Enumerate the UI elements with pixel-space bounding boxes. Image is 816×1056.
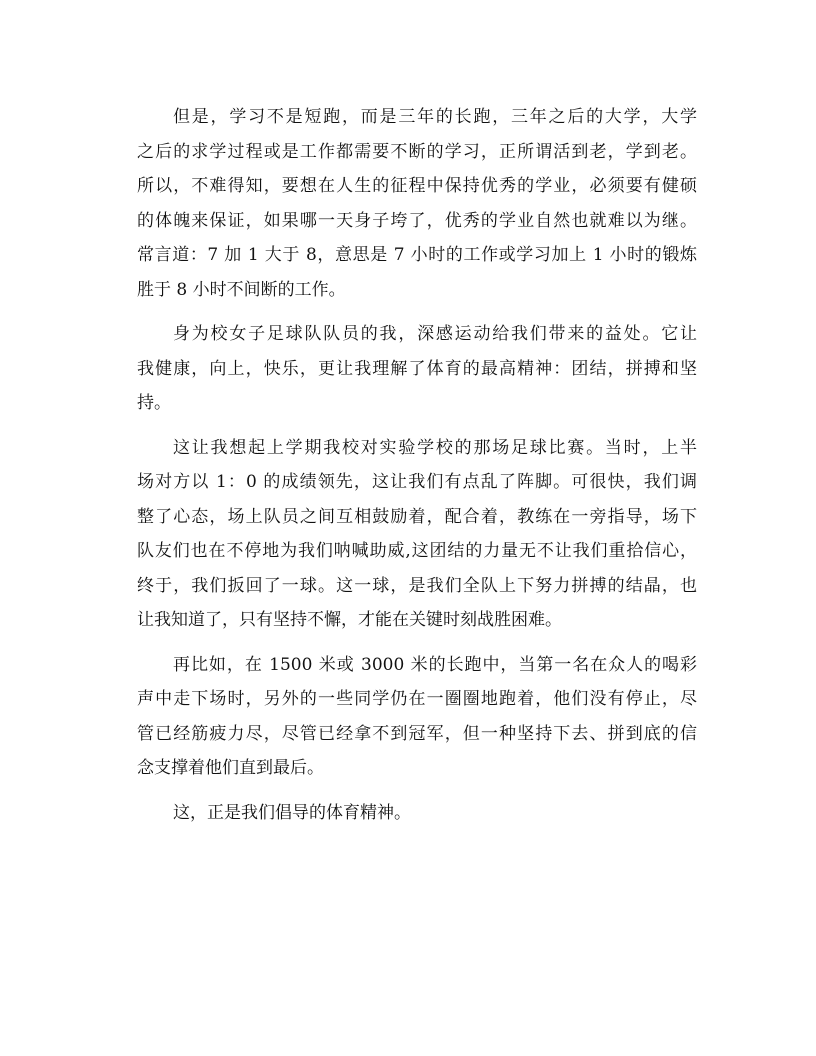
text-line: 这让我想起上学期我校对实验学校的那场足球比赛。当时，上半: [173, 437, 697, 458]
text-line: 之后的求学过程或是工作都需要不断的学习，正所谓活到老，学到老。: [137, 141, 697, 162]
paragraph-2: [137, 317, 697, 421]
paragraph-1: [137, 100, 697, 307]
text-line: 场对方以 1：0 的成绩领先，这让我们有点乱了阵脚。可很快，我们调: [137, 472, 697, 492]
text-line: 让我知道了，只有坚持不懈，才能在关键时刻战胜困难。: [137, 610, 562, 630]
text-line: 这，正是我们倡导的体育精神。: [173, 802, 411, 823]
paragraph-5: [137, 796, 697, 831]
text-line: 队友们也在不停地为我们呐喊助威,这团结的力量无不让我们重拾信心，: [137, 541, 697, 561]
text-line: 念支撑着他们直到最后。: [137, 758, 324, 778]
text-line: 的体魄来保证，如果哪一天身子垮了，优秀的学业自然也就难以为继。: [137, 210, 697, 231]
text-line: 终于，我们扳回了一球。这一球，是我们全队上下努力拼搏的结晶，也: [137, 575, 697, 596]
document-body: [137, 100, 697, 840]
text-line: 再比如，在 1500 米或 3000 米的长跑中，当第一名在众人的喝彩: [173, 654, 697, 675]
text-line: 持。: [137, 393, 171, 413]
text-line: 但是，学习不是短跑，而是三年的长跑，三年之后的大学，大学: [173, 107, 697, 127]
text-line: 管已经筋疲力尽，尽管已经拿不到冠军，但一种坚持下去、拼到底的信: [137, 723, 697, 744]
text-line: 整了心态，场上队员之间互相鼓励着，配合着，教练在一旁指导，场下: [137, 506, 697, 527]
text-line: 常言道：7 加 1 大于 8，意思是 7 小时的工作或学习加上 1 小时的锻炼: [137, 245, 697, 265]
text-line: 所以，不难得知，要想在人生的征程中保持优秀的学业，必须要有健硕: [137, 176, 697, 196]
paragraph-3: [137, 431, 697, 638]
text-line: 胜于 8 小时不间断的工作。: [137, 279, 346, 300]
text-line: 我健康，向上，快乐，更让我理解了体育的最高精神：团结，拼搏和坚: [137, 358, 697, 379]
text-line: 身为校女子足球队队员的我，深感运动给我们带来的益处。它让: [173, 324, 697, 344]
paragraph-4: [137, 648, 697, 786]
text-line: 声中走下场时，另外的一些同学仍在一圈圈地跑着，他们没有停止，尽: [137, 689, 697, 709]
